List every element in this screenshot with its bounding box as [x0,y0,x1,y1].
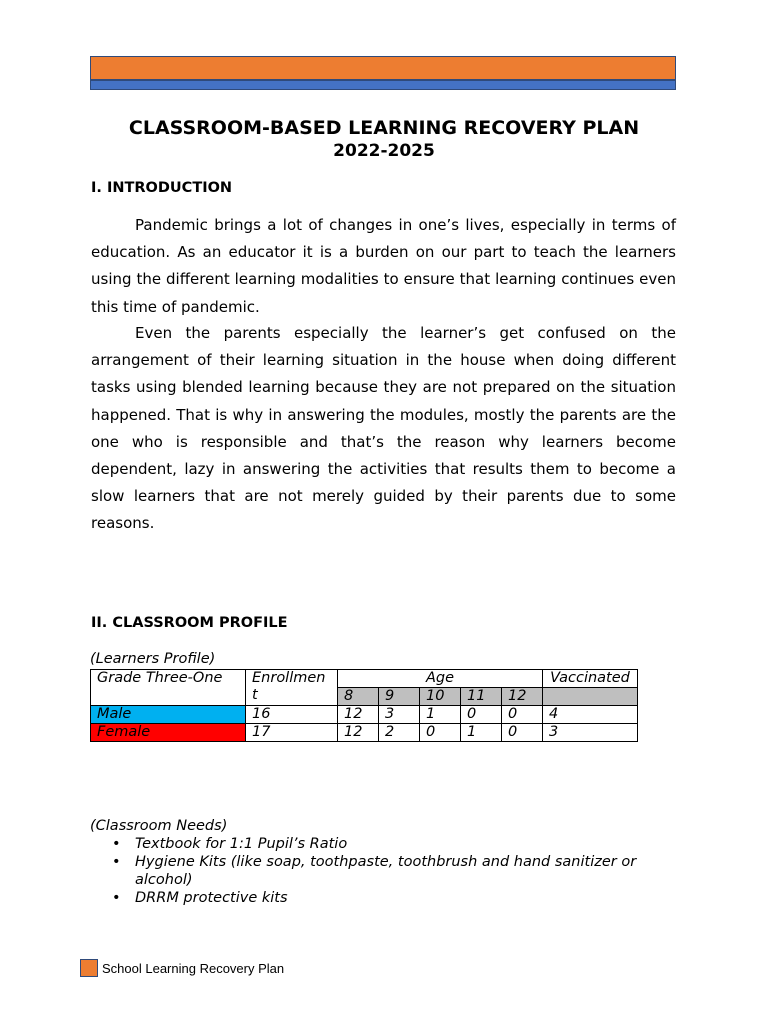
age-9-header: 9 [379,688,420,706]
classroom-profile-heading: II. CLASSROOM PROFILE [91,615,288,631]
male-age-10: 1 [420,706,461,724]
table-row [91,724,638,742]
female-age-9: 2 [379,724,420,742]
female-age-12: 0 [502,724,543,742]
classroom-needs-label: (Classroom Needs) [90,818,228,834]
grade-cell: Grade Three-One [91,670,246,706]
vaccinated-header: Vaccinated [543,670,638,688]
female-age-8: 12 [338,724,379,742]
learners-profile-label: (Learners Profile) [90,651,216,667]
enrollment-header: Enrollment [246,670,338,706]
introduction-paragraph-2: Even the parents especially the learner’s get confused on the arrangement of their learning situation in the house when doing different tasks using blended learning because they are not prepared on the situation happened. That is why in answering the modules, mostly the parents are the one who is responsible and that’s the reason why learners become dependent, lazy in answering the activities that results them to become a slow learners that are not merely guided by their parents due to some reasons. [91,324,676,533]
male-vaccinated: 4 [543,706,638,724]
classroom-needs-list [90,835,670,907]
list-item: • Textbook for 1:1 Pupil’s Ratio [112,836,348,852]
introduction-paragraph-1: Pandemic brings a lot of changes in one’s lives, especially in terms of education. As an educator it is a burden on our part to teach the learners using the different learning modalities to ensure that learning continues even this time of pandemic. [91,216,676,316]
age-10-header: 10 [420,688,461,706]
learners-profile-table [90,669,638,742]
age-8-header: 8 [338,688,379,706]
table-header-row [91,670,638,688]
age-header: Age [338,670,543,688]
female-age-11: 1 [461,724,502,742]
male-age-12: 0 [502,706,543,724]
header-blue-bar [90,80,676,90]
introduction-heading: I. INTRODUCTION [91,180,233,196]
female-enrollment: 17 [246,724,338,742]
table-row [91,706,638,724]
footer-square-icon [80,959,98,977]
footer [80,959,284,977]
female-vaccinated: 3 [543,724,638,742]
document-title: CLASSROOM-BASED LEARNING RECOVERY PLAN [128,117,640,139]
male-label: Male [91,706,246,724]
header-orange-bar [90,56,676,80]
male-age-8: 12 [338,706,379,724]
bullet-icon: • [112,854,121,870]
female-label: Female [91,724,246,742]
document-years: 2022-2025 [333,141,435,161]
bullet-icon: • [112,836,121,852]
list-item: • Hygiene Kits (like soap, toothpaste, toothbrush and hand sanitizer or alcohol) [112,854,637,888]
male-age-9: 3 [379,706,420,724]
list-item: • DRRM protective kits [112,890,288,906]
male-enrollment: 16 [246,706,338,724]
male-age-11: 0 [461,706,502,724]
bullet-icon: • [112,890,121,906]
age-12-header: 12 [502,688,543,706]
vaccinated-subheader [543,688,638,706]
female-age-10: 0 [420,724,461,742]
footer-text: School Learning Recovery Plan [102,960,285,976]
age-11-header: 11 [461,688,502,706]
